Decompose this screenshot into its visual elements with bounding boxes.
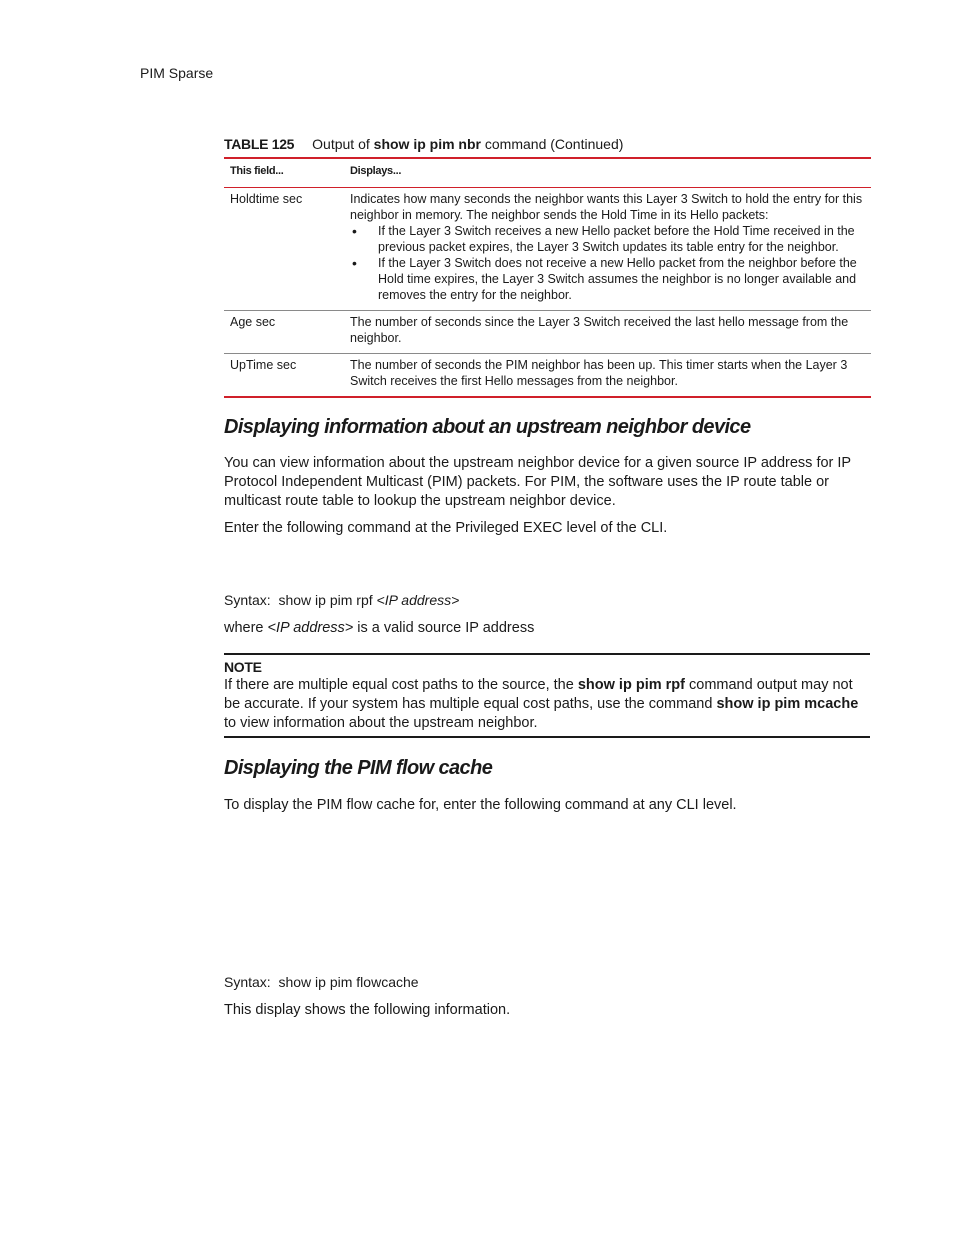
where-prefix: where xyxy=(224,620,268,636)
bullet-text: If the Layer 3 Switch receives a new Hello packet before the Hold Time received in the previous packet expires, the Layer 3 Switch updates its table entry for the neighbor. xyxy=(378,224,855,254)
column-header-field: This field... xyxy=(230,165,284,177)
display-info-paragraph: This display shows the following information. xyxy=(224,1002,511,1018)
syntax-argument: <IP address> xyxy=(376,592,460,608)
note-text: If there are multiple equal cost paths to the source, the xyxy=(224,677,578,693)
syntax-rpf xyxy=(224,592,459,608)
table-cell-field: UpTime sec xyxy=(230,358,297,372)
table-caption xyxy=(224,136,623,152)
bullet-item xyxy=(350,255,863,303)
upstream-intro-paragraph: You can view information about the upstream neighbor device for a given source IP address for IP Protocol Independent Multicast (PIM) packets. For PIM, the software uses the IP route table or multicast route table to lookup the upstream neighbor device. xyxy=(224,455,851,509)
caption-suffix: command (Continued) xyxy=(481,136,624,152)
syntax-command: show ip pim flowcache xyxy=(278,974,419,990)
syntax-command: show ip pim rpf xyxy=(278,592,373,608)
where-argument: <IP address> xyxy=(267,620,354,636)
table-header-row xyxy=(224,159,871,188)
note-command: show ip pim rpf xyxy=(577,677,685,693)
where-suffix: is a valid source IP address xyxy=(353,620,535,636)
syntax-flowcache xyxy=(224,974,419,990)
syntax-label: Syntax: xyxy=(224,592,271,608)
bullet-icon: • xyxy=(352,255,357,271)
row-description: Indicates how many seconds the neighbor wants this Layer 3 Switch to hold the entry for this neighbor in memory. The neighbor sends the Hold Time in its Hello packets: xyxy=(350,192,863,222)
caption-command: show ip pim nbr xyxy=(373,136,481,152)
column-header-displays: Displays... xyxy=(350,165,402,177)
bullet-item xyxy=(350,223,863,255)
note-command: show ip pim mcache xyxy=(716,696,859,712)
note-body xyxy=(224,676,870,733)
running-header: PIM Sparse xyxy=(140,65,214,81)
caption-prefix: Output of xyxy=(312,136,374,152)
section-heading-flow-cache: Displaying the PIM flow cache xyxy=(224,757,493,779)
note-title: NOTE xyxy=(224,659,262,675)
table-cell-description xyxy=(350,188,871,310)
privileged-exec-paragraph: Enter the following command at the Privileged EXEC level of the CLI. xyxy=(224,520,668,536)
note-box xyxy=(224,653,870,738)
output-table xyxy=(224,157,871,398)
note-text: command output may not be accurate. If your system has multiple equal cost paths, use the command xyxy=(224,677,853,712)
where-clause xyxy=(224,619,874,638)
flow-cache-intro-paragraph: To display the PIM flow cache for, enter the following command at any CLI level. xyxy=(224,797,737,813)
table-cell-description: The number of seconds the PIM neighbor has been up. This timer starts when the Layer 3 Switch receives the first Hello messages from the neighbor. xyxy=(350,358,848,388)
section-heading-upstream-neighbor: Displaying information about an upstream neighbor device xyxy=(224,416,751,438)
table-cell-field: Age sec xyxy=(230,315,276,329)
table-cell-field: Holdtime sec xyxy=(230,192,303,206)
note-text: to view information about the upstream neighbor. xyxy=(224,715,538,731)
table-row xyxy=(224,188,871,310)
syntax-label: Syntax: xyxy=(224,974,271,990)
table-row xyxy=(224,310,871,353)
table-number: TABLE 125 xyxy=(224,136,295,152)
bullet-text: If the Layer 3 Switch does not receive a new Hello packet from the neighbor before the Hold time expires, the Layer 3 Switch assumes the neighbor is no longer available and removes the entry for the neighbor. xyxy=(378,256,857,302)
bullet-icon: • xyxy=(352,223,357,239)
table-row xyxy=(224,353,871,396)
table-cell-description: The number of seconds since the Layer 3 Switch received the last hello message from the neighbor. xyxy=(350,315,849,345)
